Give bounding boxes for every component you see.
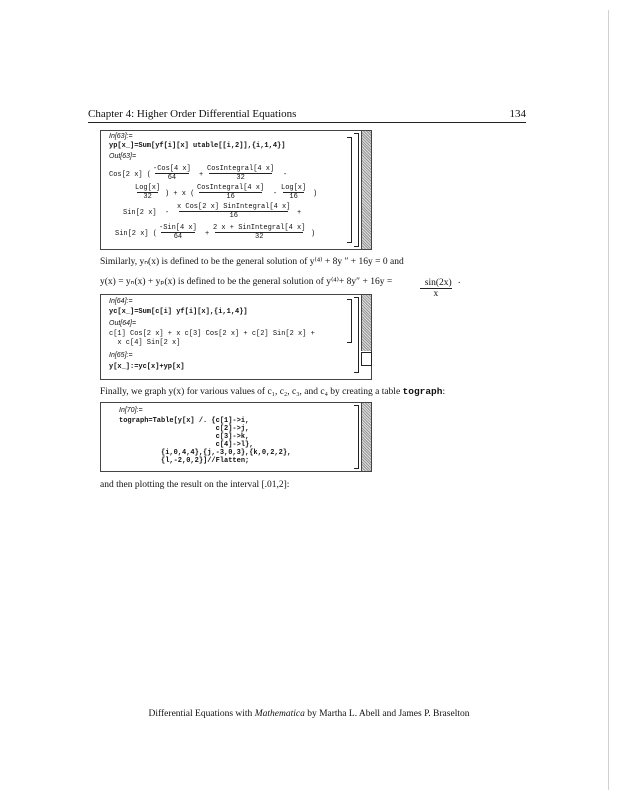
body-text: Finally, we graph y(x) for various values of c₁, c₂, c₃, and c₄ by creating a table tograph:: [100, 386, 446, 397]
page-edge-rule: [608, 10, 609, 790]
output-text: c[1] Cos[2 x] + x c[3] Cos[2 x] + c[2] Sin[2 x] +: [109, 330, 315, 338]
chapter-title: Chapter 4: Higher Order Differential Equations: [88, 108, 297, 120]
notebook-cell-70[interactable]: [100, 402, 372, 472]
cell-bracket[interactable]: [347, 299, 352, 343]
header-rule: [88, 122, 526, 123]
body-text: .: [458, 276, 461, 286]
input-label: In[64]:=: [109, 298, 133, 305]
output-text: +: [205, 230, 210, 238]
output-fraction: CosIntegral[4 x] 32: [207, 165, 275, 182]
output-fraction: Log[x] 32: [135, 184, 161, 201]
output-fraction: -Cos[4 x] 64: [153, 165, 191, 182]
output-text: +: [297, 209, 302, 217]
output-fraction: CosIntegral[4 x] 16: [197, 184, 265, 201]
input-code-line[interactable]: c[2]->j,: [119, 425, 250, 433]
output-text: Sin[2 x] -: [123, 209, 170, 217]
body-text: y(x) = yₙ(x) + yₚ(x) is defined to be the general solution of y⁽⁴⁾+ 8y″ + 16y =: [100, 277, 393, 287]
group-bracket[interactable]: [354, 297, 359, 373]
input-code[interactable]: yc[x_]=Sum[c[i] yf[i][x],{i,1,4}]: [109, 308, 248, 316]
input-label: In[65]:=: [109, 352, 133, 359]
cell-insertion-box[interactable]: [361, 352, 372, 366]
input-code-line[interactable]: c[3]->k,: [119, 433, 250, 441]
notebook-cell-63[interactable]: [100, 130, 372, 250]
input-code-line[interactable]: {i,0,4,4},{j,-3,0,3},{k,0,2,2},: [119, 449, 292, 457]
scrollbar[interactable]: [361, 403, 371, 471]
notebook-cell-64[interactable]: [100, 294, 372, 380]
cell-bracket[interactable]: [347, 137, 352, 243]
scrollbar[interactable]: [361, 131, 371, 249]
page-footer: Differential Equations with Mathematica by Martha L. Abell and James P. Braselton: [148, 709, 470, 719]
output-text: Cos[2 x] (: [109, 171, 152, 179]
output-fraction: -Sin[4 x] 64: [159, 224, 197, 241]
body-text: Similarly, yₙ(x) is defined to be the general solution of y⁽⁴⁾ + 8y ″ + 16y = 0 and: [100, 257, 404, 267]
output-fraction: Log[x] 16: [281, 184, 307, 201]
output-text: +: [199, 171, 204, 179]
input-code-line[interactable]: {l,-2,0,2}]//Flatten;: [119, 457, 250, 465]
output-text: ) + x (: [165, 190, 195, 198]
input-code-line[interactable]: tograph=Table[y[x] /. {c[1]->i,: [119, 417, 250, 425]
input-code-line[interactable]: c[4]->l},: [119, 441, 254, 449]
math-fraction: sin(2x) x: [420, 268, 452, 299]
output-fraction: 2 x + SinIntegral[4 x] 32: [213, 224, 306, 241]
scrollbar[interactable]: [361, 295, 371, 351]
output-label: Out[63]=: [109, 153, 137, 160]
body-text: and then plotting the result on the interval [.01,2]:: [100, 480, 290, 490]
output-text: -: [283, 171, 288, 179]
output-fraction: x Cos[2 x] SinIntegral[4 x] 16: [177, 203, 291, 220]
page-header: [88, 108, 526, 120]
output-text: ): [311, 230, 316, 238]
input-code[interactable]: yp[x_]=Sum[yf[i][x] utable[[i,2]],{i,1,4}]: [109, 142, 286, 150]
input-label: In[70]:=: [119, 407, 143, 414]
cell-bracket[interactable]: [354, 405, 359, 469]
input-label: In[63]:=: [109, 133, 133, 140]
page-number: 134: [509, 108, 526, 120]
group-bracket[interactable]: [354, 133, 359, 247]
output-text: -: [273, 190, 278, 198]
output-text: Sin[2 x] (: [115, 230, 158, 238]
output-text: ): [313, 190, 318, 198]
input-code[interactable]: y[x_]:=yc[x]+yp[x]: [109, 363, 185, 371]
output-text: x c[4] Sin[2 x]: [109, 339, 181, 347]
output-label: Out[64]=: [109, 320, 137, 327]
